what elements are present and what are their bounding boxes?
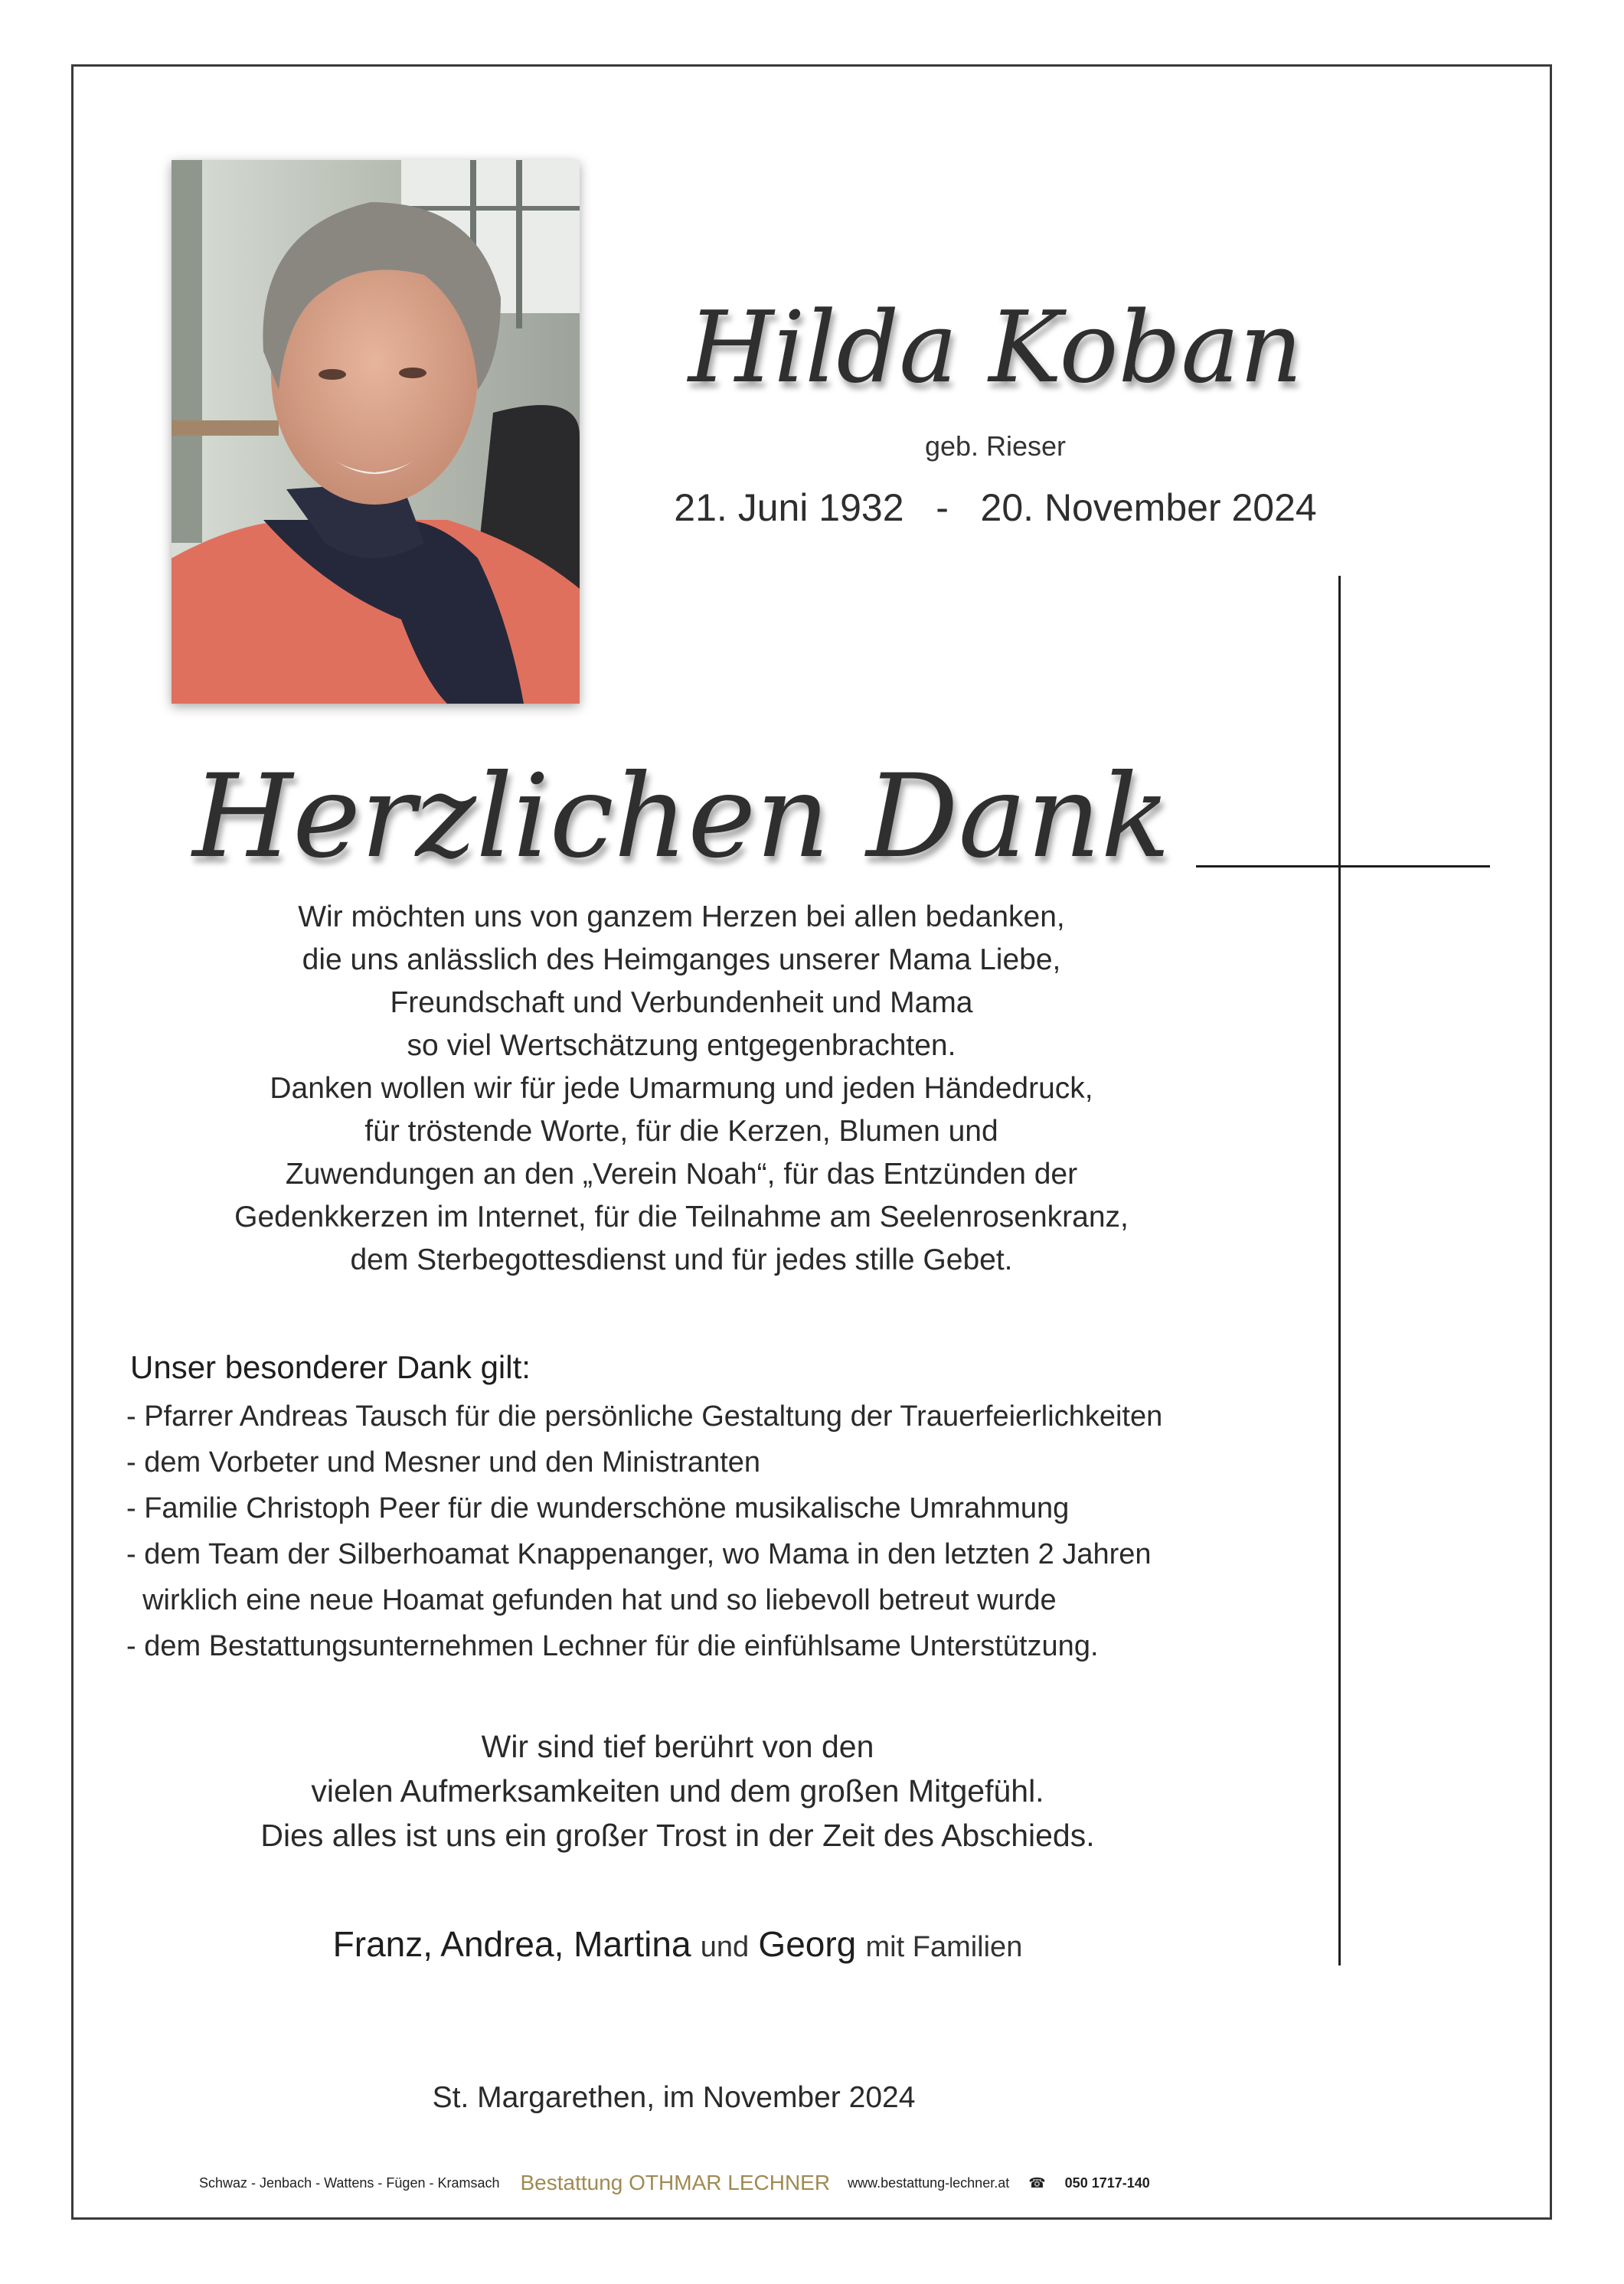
signature-families: mit Familien — [865, 1931, 1023, 1963]
thanks-intro — [184, 896, 1179, 1282]
place-date: St. Margarethen, im November 2024 — [432, 2081, 916, 2114]
list-item: wirklich eine neue Hoamat gefunden hat und so liebevoll betreut wurde — [126, 1584, 1057, 1616]
intro-line: Danken wollen wir für jede Umarmung und jeden Händedruck, — [270, 1072, 1093, 1105]
phone-icon: ☎ — [1028, 2175, 1046, 2191]
cross-icon-vertical — [1338, 576, 1341, 1965]
footer-locations: Schwaz - Jenbach - Wattens - Fügen - Kramsach — [199, 2175, 500, 2191]
life-dates: 21. Juni 1932 - 20. November 2024 — [674, 486, 1317, 529]
footer — [199, 2171, 1194, 2195]
list-item: - dem Bestattungsunternehmen Lechner für die einfühlsame Unterstützung. — [126, 1630, 1099, 1662]
list-item: - Pfarrer Andreas Tausch für die persönliche Gestaltung der Trauerfeierlichkeiten — [126, 1400, 1163, 1433]
intro-line: die uns anlässlich des Heimganges unserer Mama Liebe, — [302, 943, 1061, 976]
closing-text — [153, 1724, 1202, 1858]
list-item: - Familie Christoph Peer für die wunderschöne musikalische Umrahmung — [126, 1492, 1070, 1524]
list-item: - dem Vorbeter und Mesner und den Ministranten — [126, 1446, 761, 1479]
intro-line: Wir möchten uns von ganzem Herzen bei allen bedanken, — [298, 900, 1065, 933]
thanks-title: Herzlichen Dank — [192, 750, 1171, 884]
birth-name: geb. Rieser — [924, 430, 1067, 462]
special-thanks-list — [126, 1394, 1162, 1669]
intro-line: Zuwendungen an den „Verein Noah“, für das Entzünden der — [285, 1158, 1078, 1191]
intro-line: Freundschaft und Verbundenheit und Mama — [390, 986, 973, 1019]
intro-line: dem Sterbegottesdienst und für jedes stille Gebet. — [350, 1243, 1013, 1276]
list-item: - dem Team der Silberhoamat Knappenanger, wo Mama in den letzten 2 Jahren — [126, 1538, 1152, 1570]
intro-line: so viel Wertschätzung entgegenbrachten. — [407, 1029, 956, 1062]
deceased-name: Hilda Koban — [688, 291, 1303, 405]
signature — [230, 1923, 1126, 1965]
portrait-photo — [172, 160, 580, 704]
signature-name-last: Georg — [758, 1924, 857, 1964]
signature-and: und — [700, 1931, 750, 1963]
closing-line: Dies alles ist uns ein großer Trost in der Zeit des Abschieds. — [260, 1818, 1095, 1853]
special-thanks-title: Unser besonderer Dank gilt: — [130, 1349, 531, 1385]
closing-line: Wir sind tief berührt von den — [481, 1729, 874, 1764]
footer-phone[interactable]: 050 1717-140 — [1064, 2175, 1150, 2191]
footer-website[interactable]: www.bestattung-lechner.at — [848, 2175, 1010, 2191]
footer-brand: Bestattung OTHMAR LECHNER — [520, 2171, 831, 2194]
intro-line: Gedenkkerzen im Internet, für die Teilnahme am Seelenrosenkranz, — [234, 1201, 1129, 1233]
intro-line: für tröstende Worte, für die Kerzen, Blumen und — [364, 1115, 998, 1148]
closing-line: vielen Aufmerksamkeiten und dem großen Mitgefühl. — [311, 1773, 1044, 1809]
signature-names: Franz, Andrea, Martina — [332, 1924, 691, 1964]
cross-icon-horizontal — [1196, 865, 1490, 868]
